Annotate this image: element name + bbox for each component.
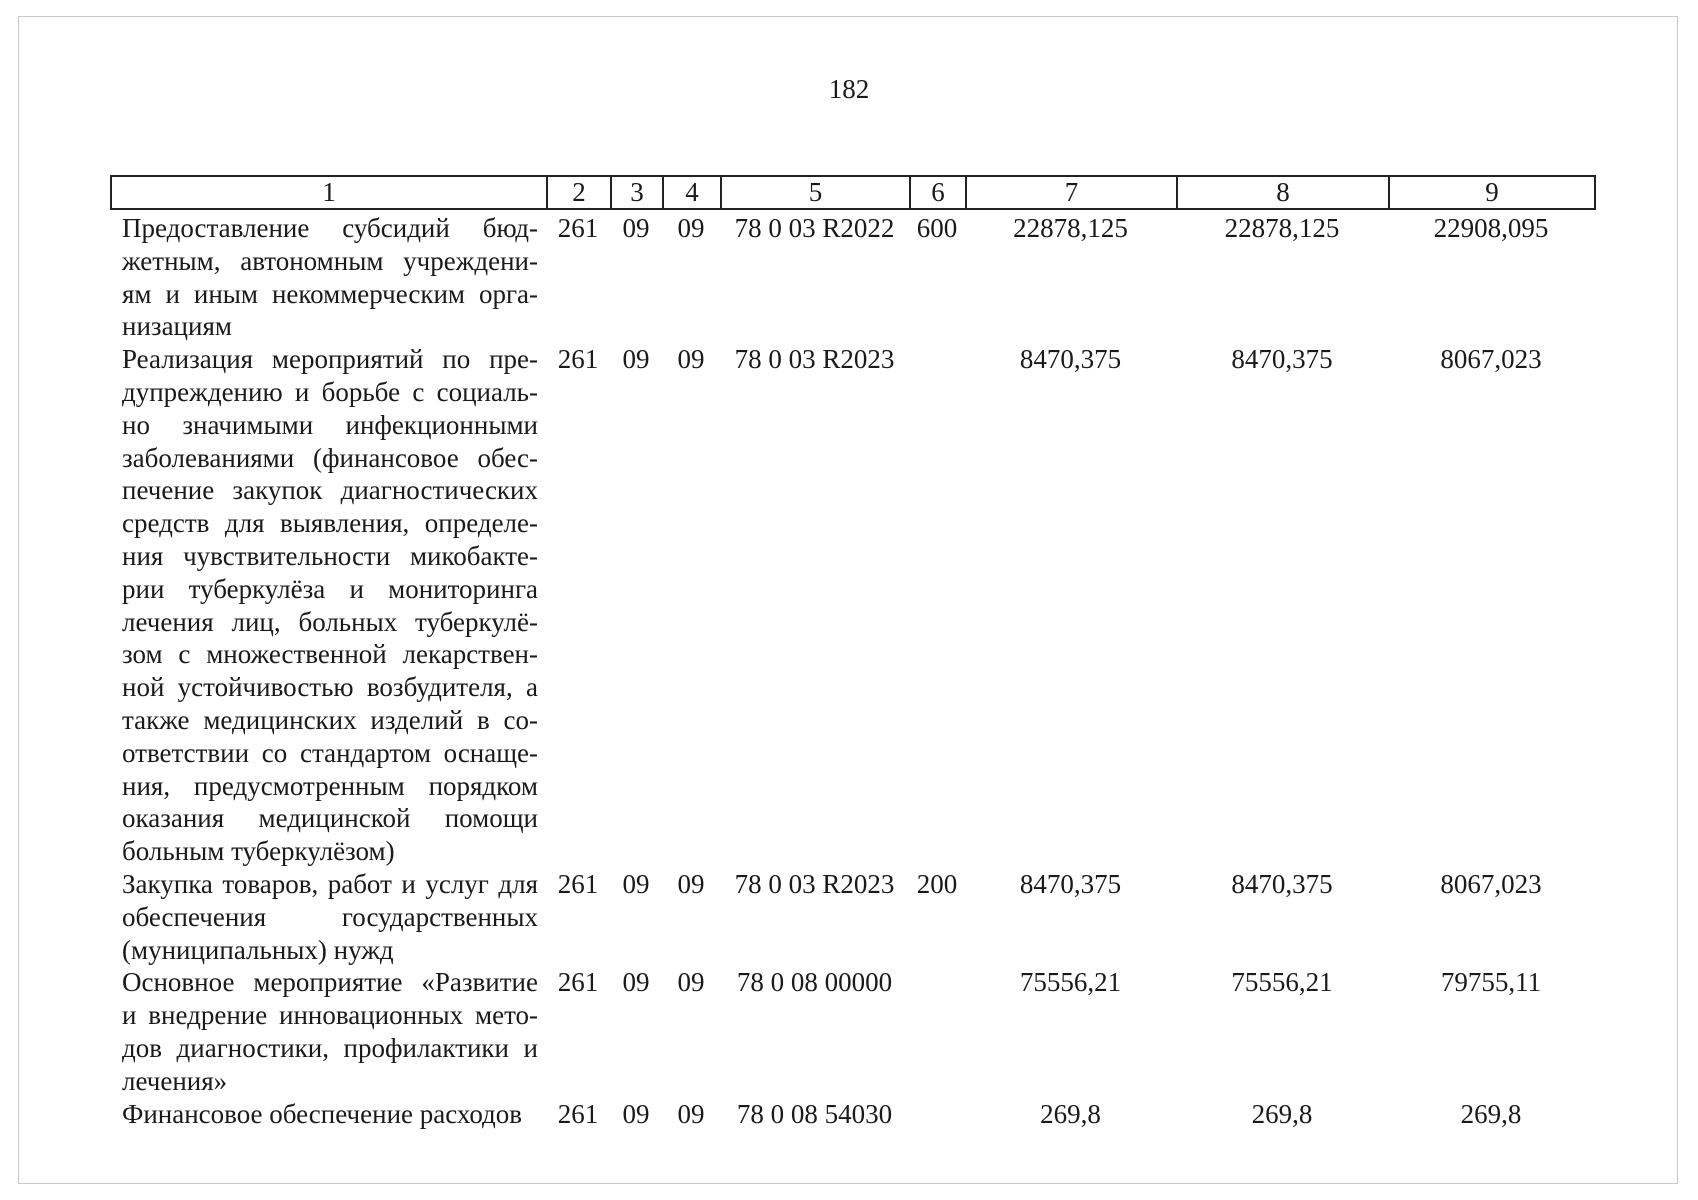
cell-code-2: 261 <box>557 344 599 375</box>
description-line: низациям <box>122 311 232 342</box>
row-description <box>110 966 546 1097</box>
row-description <box>110 868 546 966</box>
cell-amount-9: 8067,023 <box>1440 868 1542 899</box>
cell-amount-9: 79755,11 <box>1440 967 1542 998</box>
column-header: 9 <box>1389 176 1595 209</box>
description-line: рии туберкулёза и мониторинга <box>122 573 538 604</box>
description-line: Предоставление субсидий бюд- <box>122 213 538 243</box>
description-line: дупреждению и борьбе с социаль- <box>122 376 538 407</box>
cell-code-5: 78 0 03 R2023 <box>734 344 895 375</box>
cell-code-6: 600 <box>916 213 958 243</box>
cell-code-3: 09 <box>622 344 650 375</box>
description-line: но значимыми инфекционными <box>122 409 538 440</box>
column-header: 7 <box>966 176 1177 209</box>
description-line: лечения лиц, больных туберкулё- <box>122 606 538 637</box>
description-line: ния чувствительности микобакте- <box>122 540 538 571</box>
cell-code-6 <box>909 343 965 868</box>
description-line: Финансовое обеспечение расходов <box>122 1098 523 1129</box>
description-line: больным туберкулёзом) <box>122 836 395 867</box>
column-header: 4 <box>663 176 721 209</box>
description-line: и внедрение инновационных мето- <box>122 1000 538 1031</box>
cell-code-4: 09 <box>677 1098 705 1129</box>
cell-amount-7: 8470,375 <box>1019 868 1122 899</box>
description-line: (муниципальных) нужд <box>122 934 394 965</box>
cell-code-6 <box>909 966 965 1097</box>
cell-amount-8: 75556,21 <box>1231 967 1333 998</box>
table-row <box>110 868 1594 966</box>
cell-code-6: 200 <box>916 868 958 899</box>
table-row <box>110 966 1594 1097</box>
table-row <box>110 343 1594 868</box>
cell-code-2: 261 <box>557 213 599 243</box>
description-line: заболеваниями (финансовое обес- <box>122 442 538 473</box>
cell-code-4: 09 <box>677 344 705 375</box>
description-line: дов диагностики, профилактики и <box>122 1032 538 1063</box>
description-line: зом с множественной лекарствен- <box>122 639 538 670</box>
description-line: ответствии со стандартом оснаще- <box>122 737 538 768</box>
column-header: 6 <box>910 176 966 209</box>
description-line: оказания медицинской помощи <box>122 803 538 834</box>
row-description <box>110 343 546 868</box>
column-header: 5 <box>721 176 910 209</box>
cell-code-3: 09 <box>622 868 650 899</box>
cell-amount-9: 22908,095 <box>1433 213 1549 243</box>
description-line: печение закупок диагностических <box>122 475 538 506</box>
description-line: ям и иным некоммерческим орга- <box>122 278 538 309</box>
cell-amount-8: 269,8 <box>1251 1098 1313 1129</box>
column-header-row <box>110 175 1596 210</box>
cell-code-5: 78 0 08 54030 <box>736 1098 893 1129</box>
column-header: 1 <box>111 176 547 209</box>
column-header: 2 <box>547 176 611 209</box>
cell-amount-7: 8470,375 <box>1019 344 1122 375</box>
description-line: ния, предусмотренным порядком <box>122 770 538 801</box>
cell-code-3: 09 <box>622 1098 650 1129</box>
description-line: Основное мероприятие «Развитие <box>122 967 538 998</box>
row-description <box>110 212 546 343</box>
cell-amount-9: 269,8 <box>1460 1098 1522 1129</box>
description-line: Реализация мероприятий по пре- <box>122 344 538 375</box>
cell-code-4: 09 <box>677 967 705 998</box>
cell-amount-8: 8470,375 <box>1231 344 1333 375</box>
cell-code-3: 09 <box>622 213 650 243</box>
column-header: 8 <box>1177 176 1389 209</box>
cell-code-6 <box>909 1098 965 1131</box>
cell-amount-8: 22878,125 <box>1224 213 1340 243</box>
description-line: Закупка товаров, работ и услуг для <box>122 868 538 899</box>
cell-code-4: 09 <box>677 868 705 899</box>
cell-code-3: 09 <box>622 967 650 998</box>
row-description <box>110 1098 546 1131</box>
cell-amount-7: 269,8 <box>1040 1098 1101 1129</box>
cell-code-5: 78 0 03 R2023 <box>734 868 895 899</box>
cell-amount-7: 75556,21 <box>1019 967 1122 998</box>
description-line: ной устойчивостью возбудителя, а <box>122 672 538 703</box>
description-line: лечения» <box>122 1065 228 1096</box>
cell-code-5: 78 0 08 00000 <box>736 967 893 998</box>
table-row <box>110 1098 1594 1131</box>
description-line: жетным, автономным учреждени- <box>122 245 538 276</box>
table-body <box>110 212 1594 1130</box>
cell-code-2: 261 <box>557 1098 599 1129</box>
page-number: 182 <box>828 74 870 104</box>
cell-code-4: 09 <box>677 213 705 243</box>
cell-code-5: 78 0 03 R2022 <box>734 213 895 243</box>
cell-code-2: 261 <box>557 868 599 899</box>
table-row <box>110 212 1594 343</box>
cell-amount-8: 8470,375 <box>1231 868 1333 899</box>
description-line: также медицинских изделий в со- <box>122 704 538 735</box>
cell-amount-7: 22878,125 <box>1013 213 1128 243</box>
cell-code-2: 261 <box>557 967 599 998</box>
description-line: обеспечения государственных <box>122 901 538 932</box>
cell-amount-9: 8067,023 <box>1440 344 1542 375</box>
column-header: 3 <box>611 176 663 209</box>
description-line: средств для выявления, определе- <box>122 508 538 539</box>
